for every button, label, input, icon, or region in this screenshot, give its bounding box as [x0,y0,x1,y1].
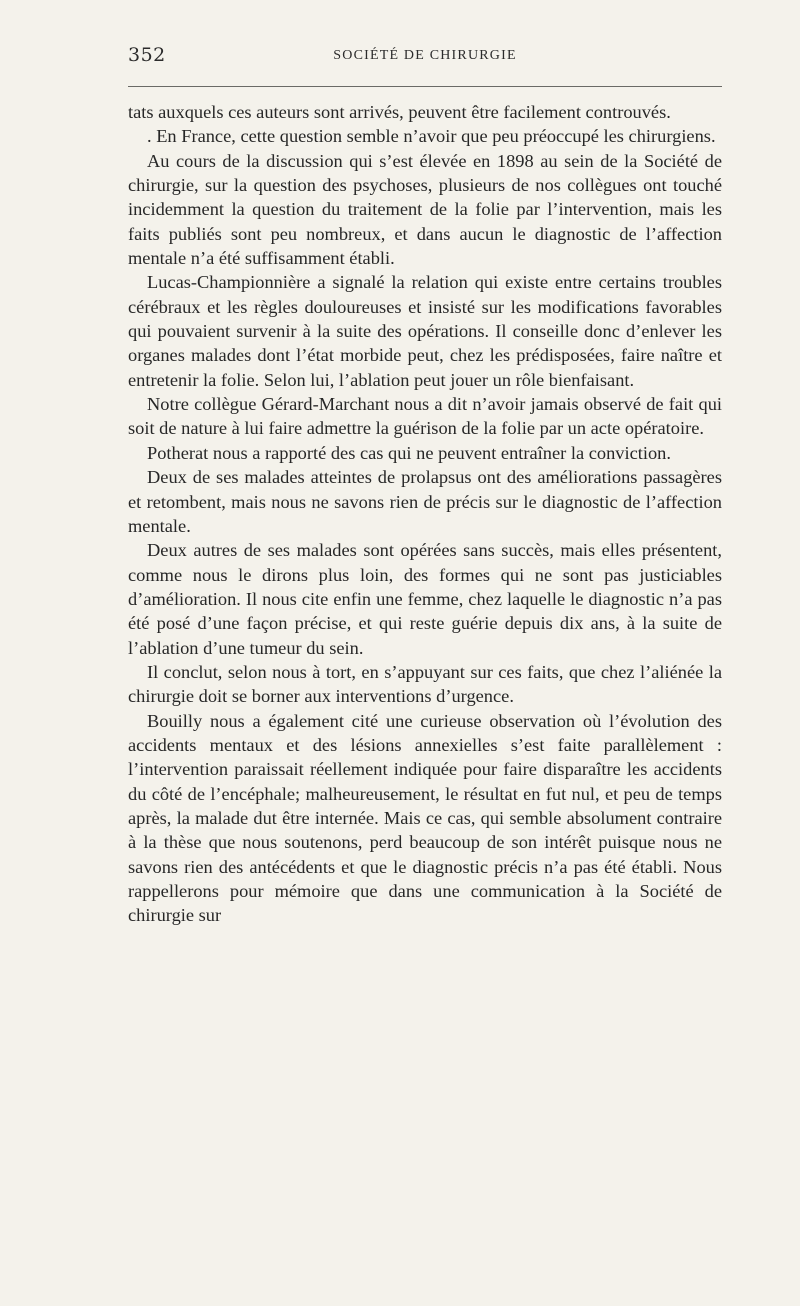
header-rule [128,86,722,87]
paragraph-gerard-marchant: Notre collègue Gérard-Marchant nous a dit n’avoir jamais observé de fait qui soit de nature à lui faire admettre la guérison de la folie par un acte opératoire. [128,394,722,439]
paragraph-potherat: Potherat nous a rapporté des cas qui ne peuvent entraîner la conviction. [147,442,671,463]
paragraph-prolapsus: Deux de ses malades atteintes de prolapsus ont des améliorations passagères et retombent, mais nous ne savons rien de précis sur le diagnostic de l’affection mentale. [128,467,722,536]
running-title: SOCIÉTÉ DE CHIRURGIE [333,48,517,63]
paragraph-lucas-championniere: Lucas-Championnière a signalé la relation qui existe entre certains troubles cérébraux et les règles douloureuses et insisté sur les modifications favorables qui pouvaient survenir à la suite des opérations. Il conseille donc d’enlever les organes malades dont l’état morbide peut, chez les prédisposées, faire naître et entretenir la folie. Selon lui, l’ablation peut jouer un rôle bienfaisant. [128,272,722,390]
paragraph-continued: tats auxquels ces auteurs sont arrivés, peuvent être facilement controuvés. [128,102,671,122]
paragraph-discussion-1898: Au cours de la discussion qui s’est élevée en 1898 au sein de la Société de chirurgie, sur la question des psychoses, plusieurs de nos collègues ont touché incidemment la question du traitement de la folie par l’intervention, mais les faits publiés sont peu nombreux, et dans aucun le diagnostic de l’affection mentale n’a été suffisamment établi. [128,150,722,269]
page-number: 352 [128,44,166,66]
body-text [128,100,722,928]
paragraph-france: . En France, cette question semble n’avoir que peu préoccupé les chirurgiens. [147,126,716,147]
page-header [128,44,722,68]
paragraph-conclusion: Il conclut, selon nous à tort, en s’appuyant sur ces faits, que chez l’aliénée la chirurgie doit se borner aux interventions d’urgence. [128,661,722,707]
paragraph-bouilly: Bouilly nous a également cité une curieuse observation où l’évolution des accidents mentaux et des lésions annexielles s’est faite parallèlement : l’intervention paraissait réellement indiquée pour faire disparaître les accidents du côté de l’encéphale; malheureusement, le résultat en fut nul, et peu de temps après, la malade dut être internée. Mais ce cas, qui semble absolument contraire à la thèse que nous soutenons, perd beaucoup de son intérêt puisque nous ne savons rien des antécédents et que le diagnostic précis n’a pas été établi. Nous rappellerons pour mémoire que dans une communication à la Société de chirurgie sur [128,710,722,926]
paragraph-deux-autres: Deux autres de ses malades sont opérées sans succès, mais elles présentent, comme nous le dirons plus loin, des formes qui ne sont pas justiciables d’amélioration. Il nous cite enfin une femme, chez laquelle le diagnostic n’a pas été posé d’une façon précise, et qui reste guérie depuis dix ans, à la suite de l’ablation d’une tumeur du sein. [128,540,722,658]
